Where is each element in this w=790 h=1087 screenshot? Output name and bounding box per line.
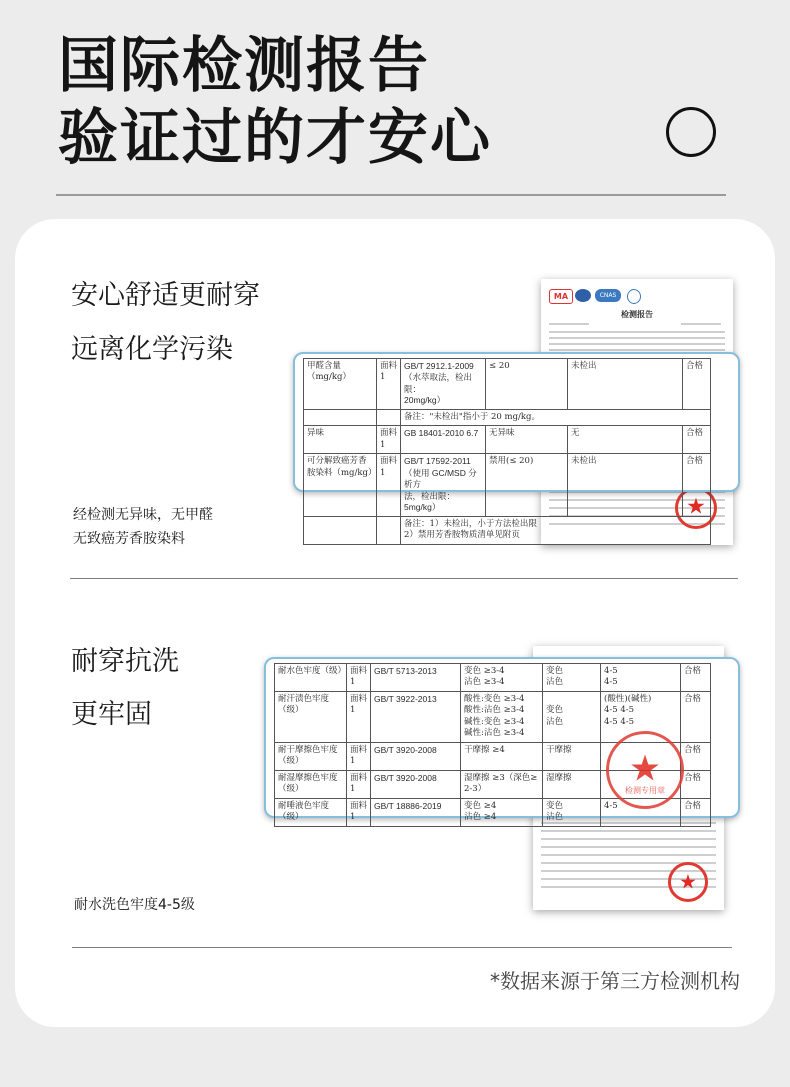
table-row <box>304 426 711 454</box>
table-cell: 干摩擦 <box>543 742 601 770</box>
table-cell: 面料 1 <box>347 691 371 742</box>
table-cell: 面料 1 <box>347 798 371 826</box>
table-cell: ≤ 20 <box>486 359 568 410</box>
doc-title: 检测报告 <box>621 310 653 319</box>
seal-logo <box>627 289 641 304</box>
table-note: 备注：1）未检出，小于方法检出限 2）禁用芳香胺物质清单见附页 <box>401 516 711 544</box>
table-note: 备注："未检出"指小于 20 mg/kg。 <box>401 409 711 425</box>
table-cell: 酸性:变色 ≥3-4 酸性:沾色 ≥3-4 碱性:变色 ≥3-4 碱性:沾色 ≥3-4 <box>461 691 543 742</box>
feature-title-durable: 耐穿抗洗 <box>71 646 179 677</box>
table-cell: 干摩擦 ≥4 <box>461 742 543 770</box>
footer-divider <box>72 947 732 948</box>
table-cell: 面料 1 <box>347 770 371 798</box>
data-source-note: *数据来源于第三方检测机构 <box>490 969 740 993</box>
ilac-logo <box>575 289 591 302</box>
formaldehyde-result-table <box>303 358 711 545</box>
table-cell: GB/T 3922-2013 <box>371 691 461 742</box>
table-cell: 合格 <box>681 798 711 826</box>
table-cell: 面料 1 <box>377 359 401 410</box>
section-divider <box>70 578 738 579</box>
note-no-formaldehyde: 经检测无异味，无甲醛 <box>73 507 213 523</box>
table-cell: GB/T 17592-2011 （使用 GC/MSD 分析方 法，检出限：5mg/kg） <box>401 454 486 516</box>
feature-title-no-pollution: 远离化学污染 <box>71 334 233 365</box>
cnas-logo: CNAS <box>595 289 621 302</box>
table-cell: GB/T 3920-2008 <box>371 742 461 770</box>
circle-icon <box>666 107 716 157</box>
table-cell: 异味 <box>304 426 377 454</box>
table-row <box>304 454 711 516</box>
table-cell: 变色 ≥3-4 沾色 ≥3-4 <box>461 664 543 692</box>
formaldehyde-result-callout <box>293 352 740 541</box>
table-cell: 合格 <box>681 664 711 692</box>
table-cell: 可分解致癌芳香胺染料（mg/kg） <box>304 454 377 516</box>
table-cell: GB/T 3920-2008 <box>371 770 461 798</box>
table-row <box>275 664 711 692</box>
table-cell: 4-5 <box>601 798 681 826</box>
table-cell: GB/T 5713-2013 <box>371 664 461 692</box>
table-cell: 耐干摩擦色牢度（级） <box>275 742 347 770</box>
table-row <box>304 516 711 544</box>
table-cell: 4-5 4-5 <box>601 664 681 692</box>
inspection-seal: ★ 检测专用章 <box>606 731 684 809</box>
table-cell: GB 18401-2010 6.7 <box>401 426 486 454</box>
table-cell <box>377 516 401 544</box>
table-cell: 面料 1 <box>377 426 401 454</box>
table-cell: GB/T 2912.1-2009 （水萃取法，检出限： 20mg/kg） <box>401 359 486 410</box>
table-cell: 面料 1 <box>347 742 371 770</box>
table-cell: 变色 沾色 <box>543 691 601 742</box>
headline-line2: 验证过的才安心 <box>58 103 492 173</box>
table-cell: 面料 1 <box>347 664 371 692</box>
table-cell: 合格 <box>681 770 711 798</box>
table-cell: 合格 <box>681 742 711 770</box>
table-cell: 湿摩擦 ≥3（深色≥ 2-3） <box>461 770 543 798</box>
table-cell: (酸性)(碱性) 4-5 4-5 4-5 4-5 <box>601 691 681 742</box>
table-cell <box>304 516 377 544</box>
table-cell: 禁用(≤ 20) <box>486 454 568 516</box>
feature-title-sturdy: 更牢固 <box>71 699 152 730</box>
table-row <box>304 409 711 425</box>
feature-title-safe: 安心舒适更耐穿 <box>71 280 260 311</box>
table-cell: 甲醛含量（mg/kg） <box>304 359 377 410</box>
red-seal-small: ★ <box>668 862 708 902</box>
table-cell: 合格 <box>683 454 711 516</box>
table-cell: 变色 ≥4 沾色 ≥4 <box>461 798 543 826</box>
ma-logo: MA <box>549 289 573 304</box>
table-cell: 无 <box>568 426 683 454</box>
table-cell <box>304 409 377 425</box>
table-cell <box>377 409 401 425</box>
table-cell: 无异味 <box>486 426 568 454</box>
note-no-amine: 无致癌芳香胺染料 <box>73 531 185 547</box>
table-cell: 变色 沾色 <box>543 664 601 692</box>
table-cell: 耐水色牢度（级） <box>275 664 347 692</box>
table-cell: GB/T 18886-2019 <box>371 798 461 826</box>
table-row <box>304 359 711 410</box>
table-cell: 耐唾液色牢度（级） <box>275 798 347 826</box>
table-cell: 湿摩擦 <box>543 770 601 798</box>
headline-line1: 国际检测报告 <box>58 31 430 101</box>
table-cell: 合格 <box>681 691 711 742</box>
table-cell: 面料 1 <box>377 454 401 516</box>
colorfastness-result-callout <box>264 657 740 823</box>
table-cell: 未检出 <box>568 359 683 410</box>
seal-text: 检测专用章 <box>625 786 665 795</box>
table-cell: 变色 沾色 <box>543 798 601 826</box>
table-cell: 耐汗渍色牢度（级） <box>275 691 347 742</box>
note-wash-fastness: 耐水洗色牢度4-5级 <box>74 897 195 913</box>
table-cell: 合格 <box>683 426 711 454</box>
top-divider <box>56 194 726 196</box>
table-cell: 耐湿摩擦色牢度（级） <box>275 770 347 798</box>
red-seal: ★ <box>675 487 717 529</box>
table-cell: 合格 <box>683 359 711 410</box>
table-cell: 未检出 <box>568 454 683 516</box>
